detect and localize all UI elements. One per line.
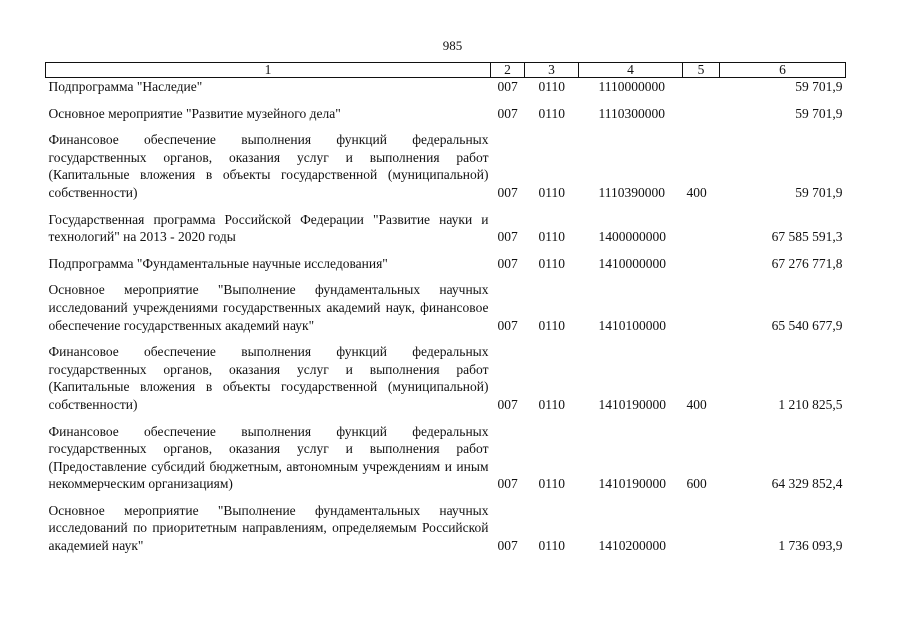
row-code-4: 1410190000	[598, 476, 666, 492]
row-name: Основное мероприятие "Выполнение фундаментальных научных исследований по приоритетным направлениям, определяемым Российской академией наук"	[48, 502, 489, 554]
row-code-4: 1410000000	[598, 255, 666, 271]
header-row	[46, 63, 846, 78]
table-row	[46, 493, 846, 555]
row-code-5	[683, 78, 720, 96]
row-code-5: 400	[686, 184, 707, 200]
table-row	[46, 122, 846, 201]
row-code-4: 1410200000	[598, 538, 666, 554]
row-amount: 59 701,9	[795, 105, 843, 121]
row-amount: 59 701,9	[795, 184, 843, 200]
row-code-3: 0110	[538, 255, 565, 271]
row-name: Финансовое обеспечение выполнения функций федеральных государственных органов, оказания услуг и выполнения работ (Капитальные вложения в объекты государственной (муниципальной) собственности)	[48, 344, 489, 412]
table-row	[46, 272, 846, 334]
row-code-2: 007	[497, 229, 518, 245]
row-amount: 67 276 771,8	[771, 255, 843, 271]
row-amount: 1 736 093,9	[778, 538, 843, 554]
table-row	[46, 334, 846, 413]
row-code-3: 0110	[538, 396, 565, 412]
column-header: 1	[46, 63, 491, 78]
table-row	[46, 78, 846, 96]
row-code-2: 007	[497, 476, 518, 492]
column-header: 5	[683, 63, 720, 78]
row-code-2: 007	[497, 105, 518, 121]
row-name: Основное мероприятие "Развитие музейного дела"	[48, 105, 341, 121]
row-code-3: 0110	[538, 538, 565, 554]
row-code-3: 0110	[538, 184, 565, 200]
row-code-5	[683, 246, 720, 273]
row-code-2: 007	[497, 396, 518, 412]
row-name: Финансовое обеспечение выполнения функций федеральных государственных органов, оказания услуг и выполнения работ (Капитальные вложения в объекты государственной (муниципальной) собственности)	[48, 132, 489, 200]
row-code-2: 007	[497, 538, 518, 554]
column-header: 2	[491, 63, 525, 78]
row-name: Подпрограмма "Фундаментальные научные исследования"	[48, 255, 388, 271]
row-code-3: 0110	[538, 229, 565, 245]
row-code-5	[683, 202, 720, 246]
column-header: 3	[525, 63, 579, 78]
row-code-2: 007	[497, 255, 518, 271]
row-name: Основное мероприятие "Выполнение фундаментальных научных исследований учреждениями государственных академий наук, финансовое обеспечение государственных академий наук"	[48, 282, 489, 333]
row-amount: 1 210 825,5	[778, 396, 843, 412]
row-code-4: 1410100000	[598, 317, 666, 333]
row-amount: 59 701,9	[795, 79, 843, 94]
row-amount: 65 540 677,9	[771, 317, 843, 333]
row-code-4: 1110300000	[598, 105, 665, 121]
row-amount: 67 585 591,3	[771, 229, 843, 245]
table-row	[46, 202, 846, 246]
table-row	[46, 414, 846, 493]
table-row	[46, 96, 846, 123]
row-code-4: 1400000000	[598, 229, 666, 245]
page-number: 985	[442, 38, 463, 53]
row-code-2: 007	[497, 184, 518, 200]
row-code-4: 1110390000	[598, 184, 665, 200]
row-code-3: 0110	[538, 105, 565, 121]
row-code-3: 0110	[538, 79, 565, 94]
row-code-4: 1110000000	[598, 79, 665, 94]
row-amount: 64 329 852,4	[771, 476, 843, 492]
row-code-4: 1410190000	[598, 396, 666, 412]
row-code-5: 600	[686, 476, 707, 492]
column-header: 4	[579, 63, 683, 78]
row-code-5: 400	[686, 396, 707, 412]
row-code-2: 007	[497, 79, 518, 94]
row-name: Подпрограмма "Наследие"	[48, 79, 203, 94]
budget-table	[45, 62, 846, 555]
row-code-2: 007	[497, 317, 518, 333]
table-row	[46, 246, 846, 273]
row-name: Финансовое обеспечение выполнения функций федеральных государственных органов, оказания услуг и выполнения работ (Предоставление субсидий бюджетным, автономным учреждениям и иным некоммерческим организациям)	[48, 423, 489, 492]
row-code-5	[683, 272, 720, 334]
row-code-5	[683, 493, 720, 555]
row-name: Государственная программа Российской Федерации "Развитие науки и технологий" на 2013 - 2020 годы	[48, 211, 489, 245]
row-code-3: 0110	[538, 476, 565, 492]
row-code-3: 0110	[538, 317, 565, 333]
row-code-5	[683, 96, 720, 123]
column-header: 6	[720, 63, 846, 78]
